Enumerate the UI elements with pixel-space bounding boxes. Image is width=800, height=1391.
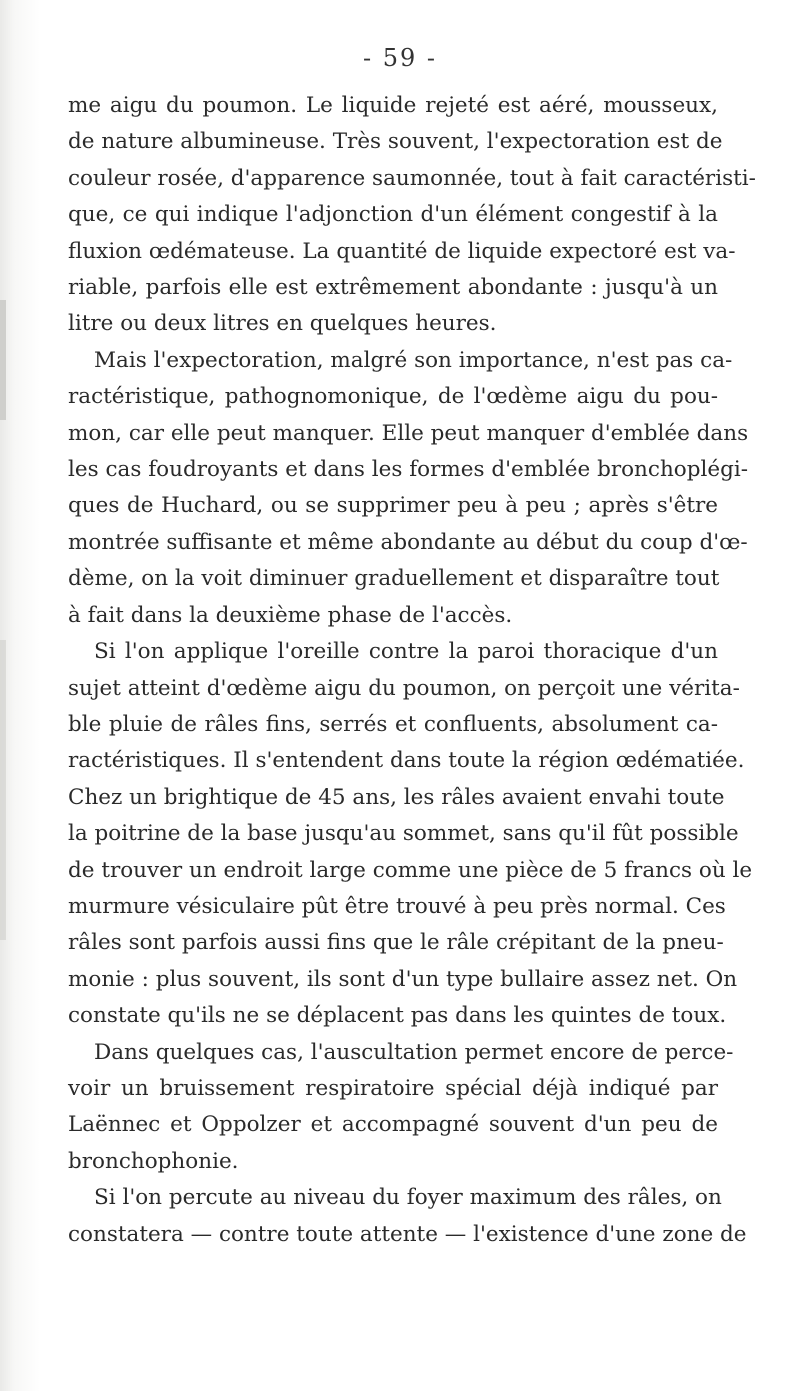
paragraph xyxy=(68,1180,747,1253)
text-line: murmure vésiculaire pût être trouvé à peu près normal. Ces xyxy=(68,893,726,919)
text-line: la poitrine de la base jusqu'au sommet, sans qu'il fût possible xyxy=(68,821,739,847)
page-edge-shadow xyxy=(0,300,6,420)
page-number: - 59 - xyxy=(362,44,437,72)
text-line: montrée suffisante et même abondante au début du coup d'œ- xyxy=(68,529,748,555)
text-line: riable, parfois elle est extrêmement abondante : jusqu'à un xyxy=(68,275,718,301)
text-line: bronchophonie. xyxy=(68,1148,239,1174)
text-line: dème, on la voit diminuer graduellement et disparaître tout xyxy=(68,566,720,592)
text-line: couleur rosée, d'apparence saumonnée, tout à fait caractéristi- xyxy=(68,165,756,191)
text-line: Laënnec et Oppolzer et accompagné souvent d'un peu de xyxy=(68,1112,718,1138)
text-line: monie : plus souvent, ils sont d'un type bullaire assez net. On xyxy=(68,966,738,992)
text-line: constate qu'ils ne se déplacent pas dans les quintes de toux. xyxy=(68,1003,727,1029)
text-line: ractéristique, pathognomonique, de l'œdème aigu du pou- xyxy=(68,384,718,410)
text-line: Chez un brightique de 45 ans, les râles avaient envahi toute xyxy=(68,784,725,810)
text-line: de trouver un endroit large comme une pièce de 5 francs où le xyxy=(68,857,753,883)
text-line: que, ce qui indique l'adjonction d'un élément congestif à la xyxy=(68,202,718,228)
text-line: mon, car elle peut manquer. Elle peut manquer d'emblée dans xyxy=(68,420,749,446)
body-text xyxy=(68,88,756,1253)
page-edge-shadow xyxy=(0,640,6,940)
text-line: Dans quelques cas, l'auscultation permet encore de perce- xyxy=(94,1039,734,1065)
text-line: Si l'on percute au niveau du foyer maximum des râles, on xyxy=(94,1185,722,1211)
paragraph xyxy=(68,88,756,343)
text-line: ble pluie de râles fins, serrés et confluents, absolument ca- xyxy=(68,711,718,737)
text-line: de nature albumineuse. Très souvent, l'expectoration est de xyxy=(68,129,723,155)
paragraph xyxy=(68,1035,734,1181)
text-line: ractéristiques. Il s'entendent dans toute la région œdématiée. xyxy=(68,748,745,774)
text-line: les cas foudroyants et dans les formes d'emblée bronchoplégi- xyxy=(68,457,749,483)
text-line: me aigu du poumon. Le liquide rejeté est aéré, mousseux, xyxy=(68,93,718,118)
text-line: Mais l'expectoration, malgré son importance, n'est pas ca- xyxy=(94,347,733,373)
text-line: sujet atteint d'œdème aigu du poumon, on perçoit une vérita- xyxy=(68,675,740,701)
text-line: à fait dans la deuxième phase de l'accès. xyxy=(68,602,513,628)
text-line: ques de Huchard, ou se supprimer peu à peu ; après s'être xyxy=(68,493,718,519)
text-line: voir un bruissement respiratoire spécial déjà indiqué par xyxy=(68,1075,718,1101)
text-line: Si l'on applique l'oreille contre la paroi thoracique d'un xyxy=(94,639,718,665)
paragraph xyxy=(68,343,749,634)
text-line: constatera — contre toute attente — l'existence d'une zone de xyxy=(68,1221,747,1247)
text-line: râles sont parfois aussi fins que le râle crépitant de la pneu- xyxy=(68,930,724,956)
paragraph xyxy=(68,634,753,1034)
text-line: litre ou deux litres en quelques heures. xyxy=(68,311,497,337)
text-line: fluxion œdémateuse. La quantité de liquide expectoré est va- xyxy=(68,238,736,264)
